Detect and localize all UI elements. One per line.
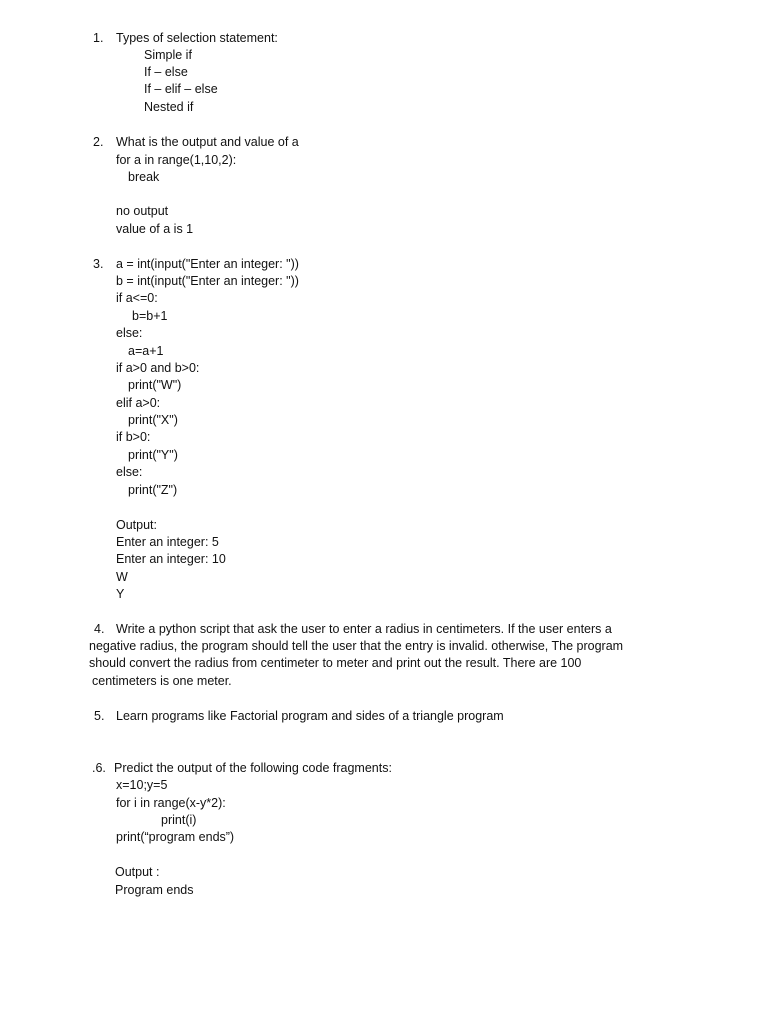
q3-output-line: Y	[116, 587, 125, 601]
q1-item: If – elif – else	[144, 82, 218, 96]
q3-code-line: if a<=0:	[116, 291, 158, 305]
q4-text-line: negative radius, the program should tell the user that the entry is invalid. otherwise, The program	[89, 639, 624, 653]
q3-code-line: print("Y")	[128, 448, 178, 462]
q1-title: Types of selection statement:	[116, 31, 278, 45]
q5-text: Learn programs like Factorial program and sides of a triangle program	[116, 709, 504, 723]
q3-output-line: Enter an integer: 5	[116, 535, 219, 549]
q3-code-line: elif a>0:	[116, 396, 161, 410]
q2-title: What is the output and value of a	[116, 135, 299, 149]
q6-code-line: for i in range(x-y*2):	[116, 796, 226, 810]
q3-code-line: print("Z")	[128, 483, 178, 497]
q4-text-line: Write a python script that ask the user to enter a radius in centimeters. If the user enters a	[116, 622, 612, 636]
q2-code-line: break	[128, 170, 160, 184]
q3-code-line: print("W")	[128, 378, 182, 392]
q6-code-line: x=10;y=5	[116, 778, 168, 792]
q4-text-line: centimeters is one meter.	[92, 674, 232, 688]
q3-number: 3.	[93, 257, 104, 271]
q6-code-line: print(i)	[161, 813, 197, 827]
q6-title: Predict the output of the following code fragments:	[114, 761, 392, 775]
q3-code-line: print("X")	[128, 413, 178, 427]
q3-code-line: if b>0:	[116, 430, 151, 444]
q1-item: Nested if	[144, 100, 194, 114]
q3-output-line: W	[116, 570, 128, 584]
q3-code-line: a = int(input("Enter an integer: "))	[116, 257, 299, 271]
q3-code-line: a=a+1	[128, 344, 164, 358]
q4-number: 4.	[94, 622, 105, 636]
q6-output-line: Program ends	[115, 883, 194, 897]
q2-number: 2.	[93, 135, 104, 149]
q2-answer-line: no output	[116, 204, 169, 218]
q4-text-line: should convert the radius from centimeter to meter and print out the result. There are 100	[89, 656, 582, 670]
q3-code-line: b=b+1	[132, 309, 168, 323]
q1-item: Simple if	[144, 48, 192, 62]
q3-code-line: b = int(input("Enter an integer: "))	[116, 274, 299, 288]
q2-code-line: for a in range(1,10,2):	[116, 153, 237, 167]
q3-output-label: Output:	[116, 518, 157, 532]
q6-output-label: Output :	[115, 865, 160, 879]
q1-number: 1.	[93, 31, 104, 45]
q3-output-line: Enter an integer: 10	[116, 552, 226, 566]
q3-code-line: if a>0 and b>0:	[116, 361, 200, 375]
q6-code-line: print(“program ends”)	[116, 830, 235, 844]
q3-code-line: else:	[116, 465, 143, 479]
q1-item: If – else	[144, 65, 188, 79]
q5-number: 5.	[94, 709, 105, 723]
q3-code-line: else:	[116, 326, 143, 340]
q2-answer-line: value of a is 1	[116, 222, 194, 236]
q6-number: .6.	[92, 761, 106, 775]
